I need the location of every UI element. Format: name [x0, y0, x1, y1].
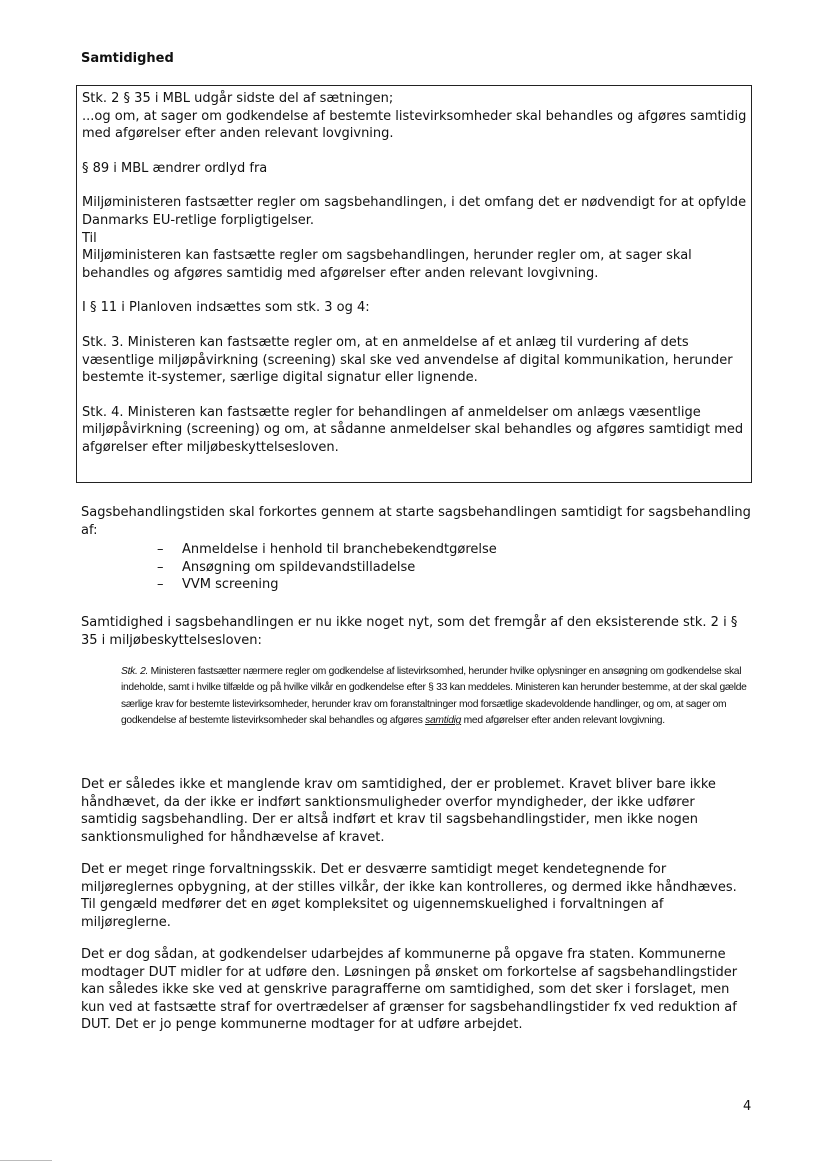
- paragraph-governance: Det er meget ringe forvaltningsskik. Det er desværre samtidigt meget kendetegnende for miljøreglernes opbygning, at der stilles vilkår, der ikke kan kontrolleres, og dermed ikke håndhæves. Til gengæld medfører det en øget kompleksitet og uigennemskuelighed i forvaltningen af miljøreglerne.: [81, 862, 737, 930]
- list-item: – VVM screening: [157, 577, 279, 593]
- samtidighed-paragraph: Samtidighed i sagsbehandlingen er nu ikke noget nyt, som det fremgår af den eksisterende stk. 2 i § 35 i miljøbeskyttelsesloven:: [81, 615, 738, 648]
- footer-divider: [0, 1160, 52, 1161]
- box-stk2-intro: Stk. 2 § 35 i MBL udgår sidste del af sætningen;: [82, 91, 394, 106]
- section-heading: Samtidighed: [81, 51, 174, 66]
- procedure-list: [150, 541, 497, 594]
- page-number: 4: [743, 1099, 752, 1114]
- quote-text: Ministeren fastsætter nærmere regler om godkendelse af listevirksomhed, herunder hvilke oplysninger en ansøgning om godkendelse skal indeholde, samt i hvilke tilfælde og på hvilke vilkår en godkendelse efter § 33 kan meddeles. Ministeren kan herunder bestemme, at der skal gælde særlige krav for bestemte listevirksomheder, herunder krav om foranstaltninger mod forsætlige skadevoldende handlinger, og om, at sager om godkendelse af bestemte listevirksomheder skal behandles og afgøres: [121, 666, 747, 727]
- quote-stk-label: Stk. 2.: [121, 666, 149, 677]
- paragraph-dut: Det er dog sådan, at godkendelser udarbejdes af kommunerne på opgave fra staten. Kommunerne modtager DUT midler for at udføre den. Løsningen på ønsket om forkortelse af sagsbehandlingstider kan således ikke ske ved at genskrive paragrafferne om samtidighed, som det sker i forslaget, men kun ved at fastsætte straf for overtrædelser af grænser for sagsbehandlingstider fx ved reduktion af DUT. Det er jo penge kommunerne modtager for at udføre arbejdet.: [81, 947, 738, 1033]
- box-p89-til: Til: [82, 230, 97, 246]
- list-item: – Ansøgning om spildevandstilladelse: [157, 559, 416, 575]
- amendment-box: [76, 85, 752, 483]
- law-quote: [121, 664, 749, 730]
- dash-bullet: –: [157, 577, 164, 593]
- box-stk3: Stk. 3. Ministeren kan fastsætte regler om, at en anmeldelse af et anlæg til vurdering af dets væsentlige miljøpåvirkning (screening) skal ske ved anvendelse af digital kommunikation, herunder bestemte it-systemer, særlige digital signatur eller lignende.: [82, 334, 733, 386]
- box-stk4: Stk. 4. Ministeren kan fastsætte regler for behandlingen af anmeldelser om anlægs væsentlige miljøpåvirkning (screening) og om, at sådanne anmeldelser skal behandles og afgøres samtidigt med afgørelser efter miljøbeskyttelsesloven.: [82, 404, 744, 455]
- dash-bullet: –: [157, 559, 164, 575]
- dash-bullet: –: [157, 542, 164, 557]
- paragraph-enforcement: Det er således ikke et manglende krav om samtidighed, der er problemet. Kravet bliver bare ikke håndhævet, da der ikke er indført sanktionsmuligheder overfor myndigheder, der ikke udfører samtidig sagsbehandling. Der er altså indført et krav til sagsbehandlingstider, men ikke nogen sanktionsmulighed for håndhævelse af kravet.: [81, 777, 716, 845]
- quote-text-end: med afgørelser efter anden relevant lovgivning.: [463, 715, 665, 727]
- box-stk2-quote: ...og om, at sager om godkendelse af bestemte listevirksomheder skal behandles og afgøres samtidig med afgørelser efter anden relevant lovgivning.: [82, 108, 747, 142]
- intro-paragraph: Sagsbehandlingstiden skal forkortes gennem at starte sagsbehandlingen samtidigt for sagsbehandling af:: [81, 505, 751, 538]
- box-planloven-heading: I § 11 i Planloven indsættes som stk. 3 og 4:: [82, 300, 370, 316]
- quote-underlined-word: samtidig: [425, 715, 462, 727]
- box-p89-heading: § 89 i MBL ændrer ordlyd fra: [82, 160, 268, 176]
- box-p89-new: Miljøministeren kan fastsætte regler om sagsbehandlingen, herunder regler om, at sager skal behandles og afgøres samtidig med afgørelser efter anden relevant lovgivning.: [82, 248, 692, 281]
- list-item: – Anmeldelse i henhold til branchebekendtgørelse: [157, 542, 497, 557]
- box-p89-old: Miljøministeren fastsætter regler om sagsbehandlingen, i det omfang det er nødvendigt for at opfylde Danmarks EU-retlige forpligtigelser.: [82, 195, 747, 228]
